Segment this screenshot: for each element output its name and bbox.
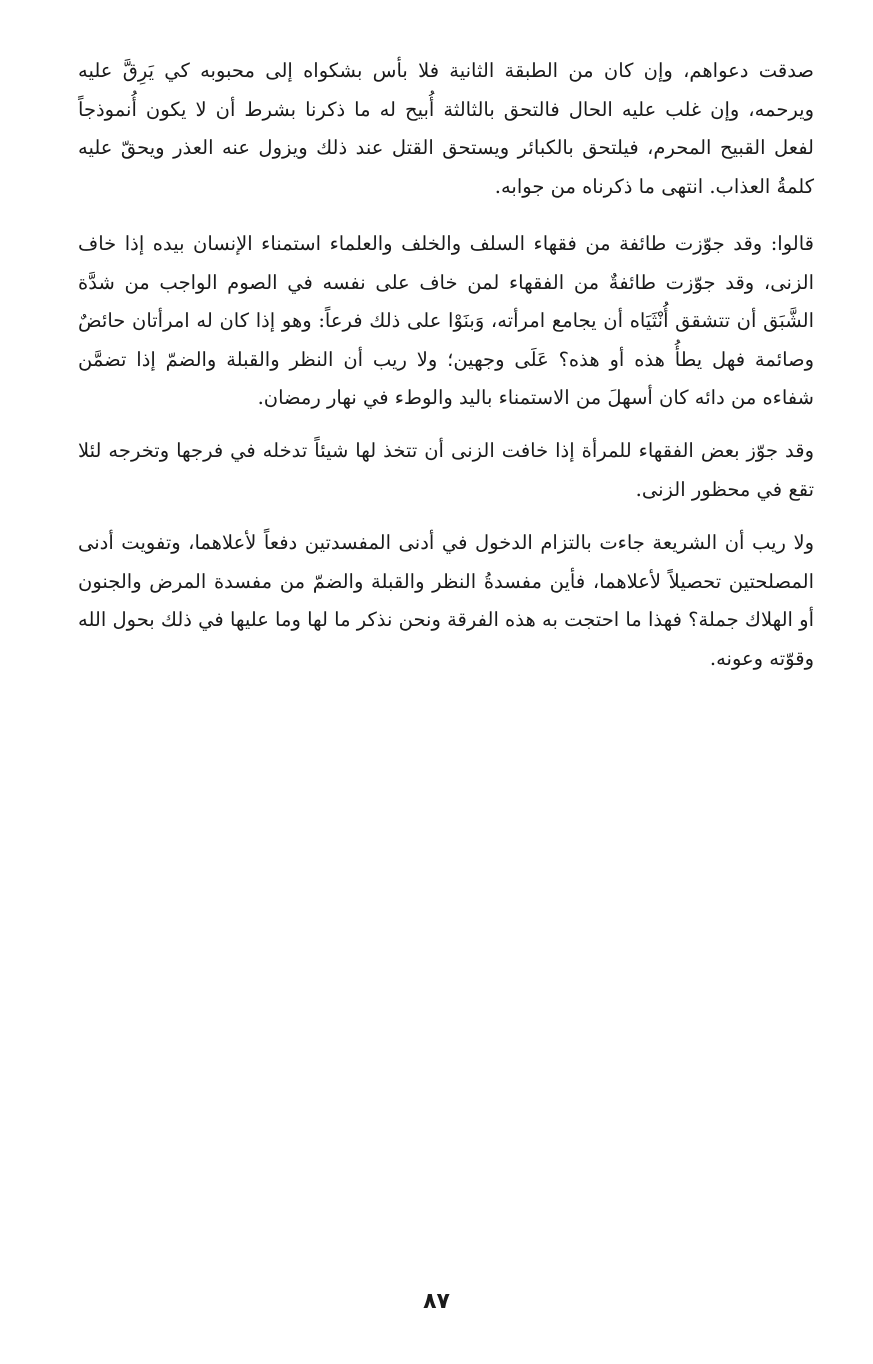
paragraph-3 bbox=[78, 432, 814, 509]
paragraph-text: ولا ريب أن الشريعة جاءت بالتزام الدخول في أدنى المفسدتين دفعاً لأعلاهما، وتفويت أدنى المصلحتين تحصيلاً لأعلاهما، فأين مفسدةُ النظر والقبلة والضمّ من مفسدة المرض والجنون أو الهلاك جملة؟ فهذا ما احتجت به هذه الفرقة ونحن نذكر ما لها وما عليها في ذلك بحول الله وقوّته وعونه. bbox=[78, 531, 814, 670]
paragraph-text: وقد جوّز بعض الفقهاء للمرأة إذا خافت الزنى أن تتخذ لها شيئاً تدخله في فرجها وتخرجه لئلا تقع في محظور الزنى. bbox=[78, 439, 814, 501]
page-number: ٨٧ bbox=[423, 1289, 450, 1314]
paragraph-4 bbox=[78, 524, 814, 678]
paragraph-2 bbox=[78, 225, 814, 418]
paragraph-text: قالوا: وقد جوّزت طائفة من فقهاء السلف والخلف والعلماء استمناء الإنسان بيده إذا خاف الزنى، وقد جوّزت طائفةٌ من الفقهاء لمن خاف على نفسه في الصوم الواجب من شدَّة الشَّبَق أن تتشقق أُنْثَيَاه أن يجامع امرأته، وَبنَوْا على ذلك فرعاً: وهو إذا كان له امرأتان حائضٌ وصائمة فهل يطأُ هذه أو هذه؟ عَلَى وجهين؛ ولا ريب أن النظر والقبلة والضمّ إذا تضمَّن شفاءه من دائه كان أسهلَ من الاستمناء باليد والوطء في نهار رمضان. bbox=[78, 232, 814, 410]
paragraph-1 bbox=[78, 52, 814, 206]
paragraph-text: صدقت دعواهم، وإن كان من الطبقة الثانية فلا بأس بشكواه إلى محبوبه كي يَرِقَّ عليه ويرحمه، وإن غلب عليه الحال فالتحق بالثالثة أُبيح له ما ذكرنا بشرط أن لا يكون أُنموذجاً لفعل القبيح المحرم، فيلتحق بالكبائر ويستحق القتل عند ذلك ويزول عنه العذر ويحقّ عليه كلمةُ العذاب. انتهى ما ذكرناه من جوابه. bbox=[78, 59, 814, 198]
